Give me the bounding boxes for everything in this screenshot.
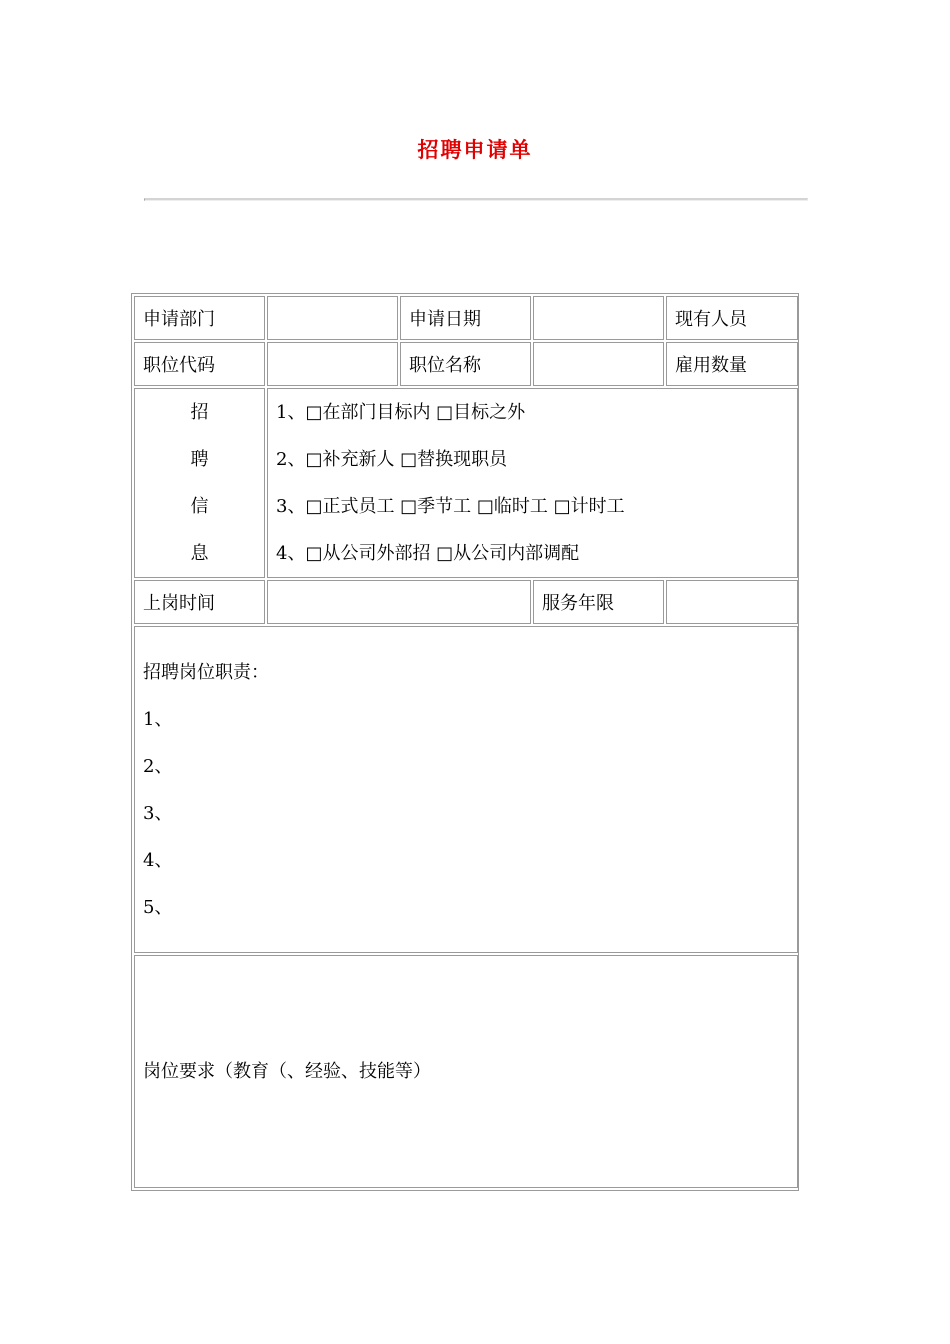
position-code-field[interactable]	[267, 342, 398, 386]
recruit-info-char: 息	[190, 543, 209, 565]
duty-item: 5、	[143, 896, 173, 918]
position-name-field[interactable]	[533, 342, 664, 386]
recruit-info-options	[267, 388, 798, 578]
duty-item: 1、	[143, 708, 173, 730]
duty-item: 2、	[143, 755, 173, 777]
recruitment-form-table	[132, 294, 800, 1190]
table-row	[134, 342, 798, 386]
table-row	[134, 388, 798, 578]
recruit-option-line[interactable]: 1、□在部门目标内 □目标之外	[276, 402, 526, 424]
duties-field[interactable]	[134, 626, 798, 952]
recruit-option-line[interactable]: 2、□补充新人 □替换现职员	[276, 449, 508, 471]
form-title: 招聘申请单	[417, 138, 533, 162]
requirements-heading: 岗位要求（教育（、经验、技能等）	[143, 1060, 431, 1082]
duty-item: 3、	[143, 802, 173, 824]
hire-count-label: 雇用数量	[666, 342, 798, 386]
recruit-info-char: 聘	[190, 449, 209, 471]
position-name-label: 职位名称	[400, 342, 531, 386]
service-years-field[interactable]	[666, 580, 798, 624]
duties-heading: 招聘岗位职责：	[143, 661, 269, 683]
start-date-label: 上岗时间	[134, 580, 265, 624]
table-row	[134, 580, 798, 624]
start-date-field[interactable]	[267, 580, 531, 624]
position-code-label: 职位代码	[134, 342, 265, 386]
table-row	[134, 296, 798, 340]
table-row	[134, 955, 798, 1188]
dept-label: 申请部门	[134, 296, 265, 340]
recruitment-form	[131, 293, 799, 1191]
title-divider	[144, 198, 808, 201]
duty-item: 4、	[143, 849, 173, 871]
recruit-info-char: 招	[190, 402, 209, 424]
staff-label: 现有人员	[666, 296, 798, 340]
table-row	[134, 626, 798, 952]
recruit-option-line[interactable]: 3、□正式员工 □季节工 □临时工 □计时工	[276, 496, 625, 518]
recruit-info-char: 信	[190, 496, 209, 518]
recruit-info-label	[134, 388, 265, 578]
recruit-option-line[interactable]: 4、□从公司外部招 □从公司内部调配	[276, 543, 580, 565]
requirements-field[interactable]	[134, 955, 798, 1188]
date-field[interactable]	[533, 296, 664, 340]
date-label: 申请日期	[400, 296, 531, 340]
service-years-label: 服务年限	[533, 580, 664, 624]
dept-field[interactable]	[267, 296, 398, 340]
